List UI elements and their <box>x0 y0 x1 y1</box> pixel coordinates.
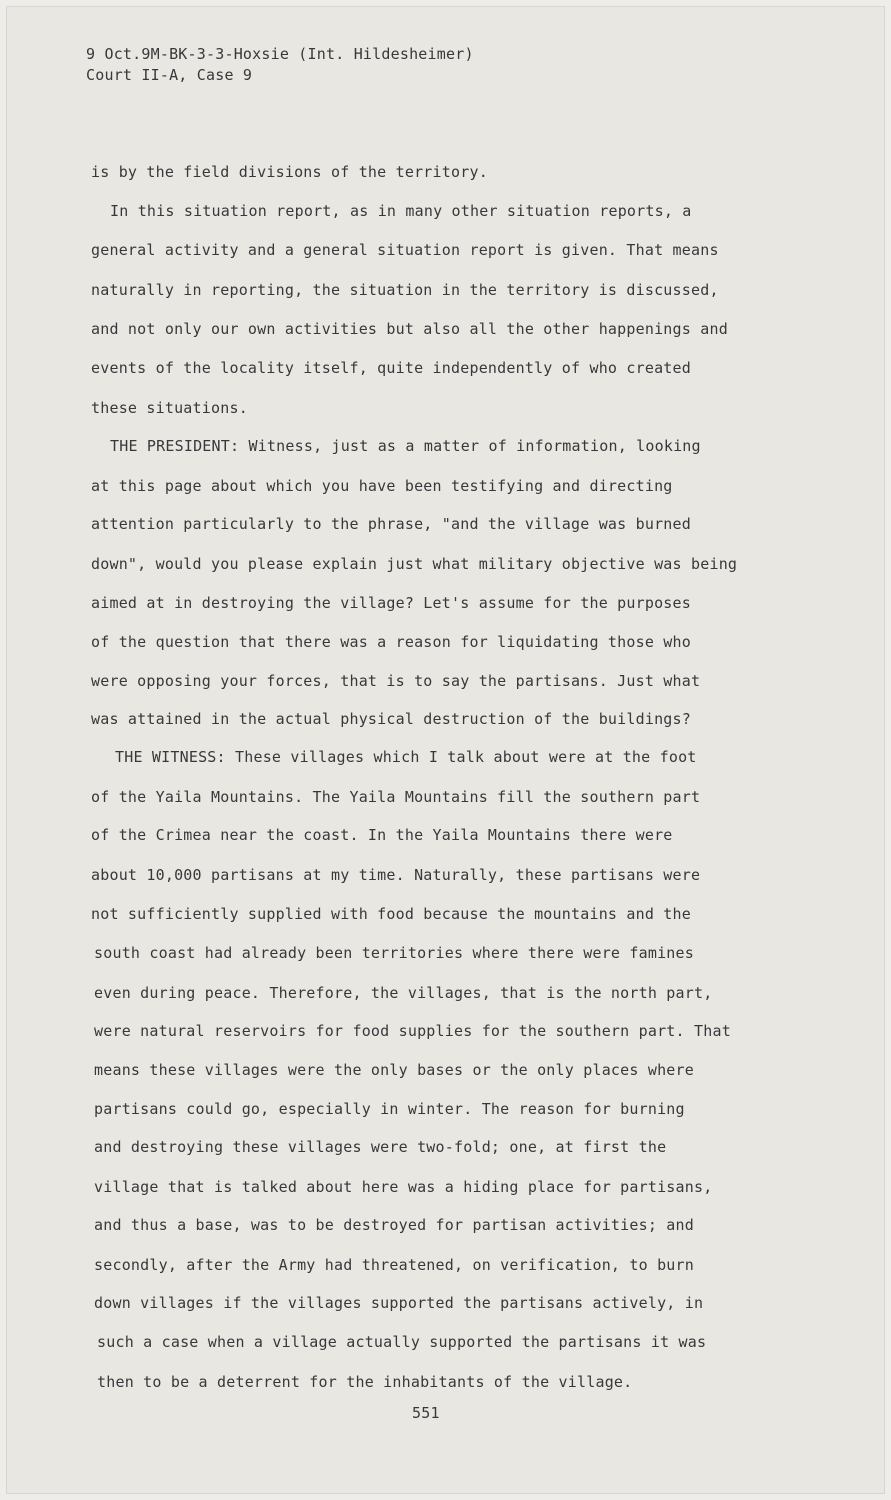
body-line: secondly, after the Army had threatened, on verification, to burn <box>94 1256 694 1274</box>
body-line: even during peace. Therefore, the villages, that is the north part, <box>94 984 713 1002</box>
body-line: and not only our own activities but also all the other happenings and <box>91 320 728 338</box>
header-line-2: Court II-A, Case 9 <box>86 66 253 84</box>
body-line: such a case when a village actually supported the partisans it was <box>97 1333 707 1351</box>
page-number: 551 <box>412 1404 440 1422</box>
body-line: were opposing your forces, that is to say the partisans. Just what <box>91 672 701 690</box>
body-line: is by the field divisions of the territory. <box>91 163 488 181</box>
body-line: naturally in reporting, the situation in the territory is discussed, <box>91 281 719 299</box>
body-line: was attained in the actual physical destruction of the buildings? <box>91 710 691 728</box>
body-line: not sufficiently supplied with food because the mountains and the <box>91 905 691 923</box>
body-line: at this page about which you have been testifying and directing <box>91 477 673 495</box>
body-line: general activity and a general situation report is given. That means <box>91 241 719 259</box>
body-line: In this situation report, as in many other situation reports, a <box>110 202 692 220</box>
body-line: village that is talked about here was a hiding place for partisans, <box>94 1178 713 1196</box>
body-line: THE WITNESS: These villages which I talk about were at the foot <box>115 748 697 766</box>
body-line: down", would you please explain just what military objective was being <box>91 555 738 573</box>
body-line: of the Yaila Mountains. The Yaila Mountains fill the southern part <box>91 788 701 806</box>
body-line: about 10,000 partisans at my time. Naturally, these partisans were <box>91 866 701 884</box>
body-line: partisans could go, especially in winter. The reason for burning <box>94 1100 685 1118</box>
body-line: of the Crimea near the coast. In the Yaila Mountains there were <box>91 826 673 844</box>
header-line-1: 9 Oct.9M-BK-3-3-Hoxsie (Int. Hildesheimer) <box>86 45 474 63</box>
body-line: means these villages were the only bases or the only places where <box>94 1061 694 1079</box>
body-line: were natural reservoirs for food supplies for the southern part. That <box>94 1022 731 1040</box>
body-line: down villages if the villages supported the partisans actively, in <box>94 1294 704 1312</box>
body-line: attention particularly to the phrase, "and the village was burned <box>91 515 691 533</box>
body-line: these situations. <box>91 399 248 417</box>
body-line: events of the locality itself, quite independently of who created <box>91 359 691 377</box>
body-line: south coast had already been territories where there were famines <box>94 944 694 962</box>
body-line: THE PRESIDENT: Witness, just as a matter of information, looking <box>110 437 701 455</box>
body-line: and thus a base, was to be destroyed for partisan activities; and <box>94 1216 694 1234</box>
body-line: then to be a deterrent for the inhabitants of the village. <box>97 1373 633 1391</box>
body-line: of the question that there was a reason for liquidating those who <box>91 633 691 651</box>
body-line: and destroying these villages were two-fold; one, at first the <box>94 1138 667 1156</box>
body-line: aimed at in destroying the village? Let's assume for the purposes <box>91 594 691 612</box>
